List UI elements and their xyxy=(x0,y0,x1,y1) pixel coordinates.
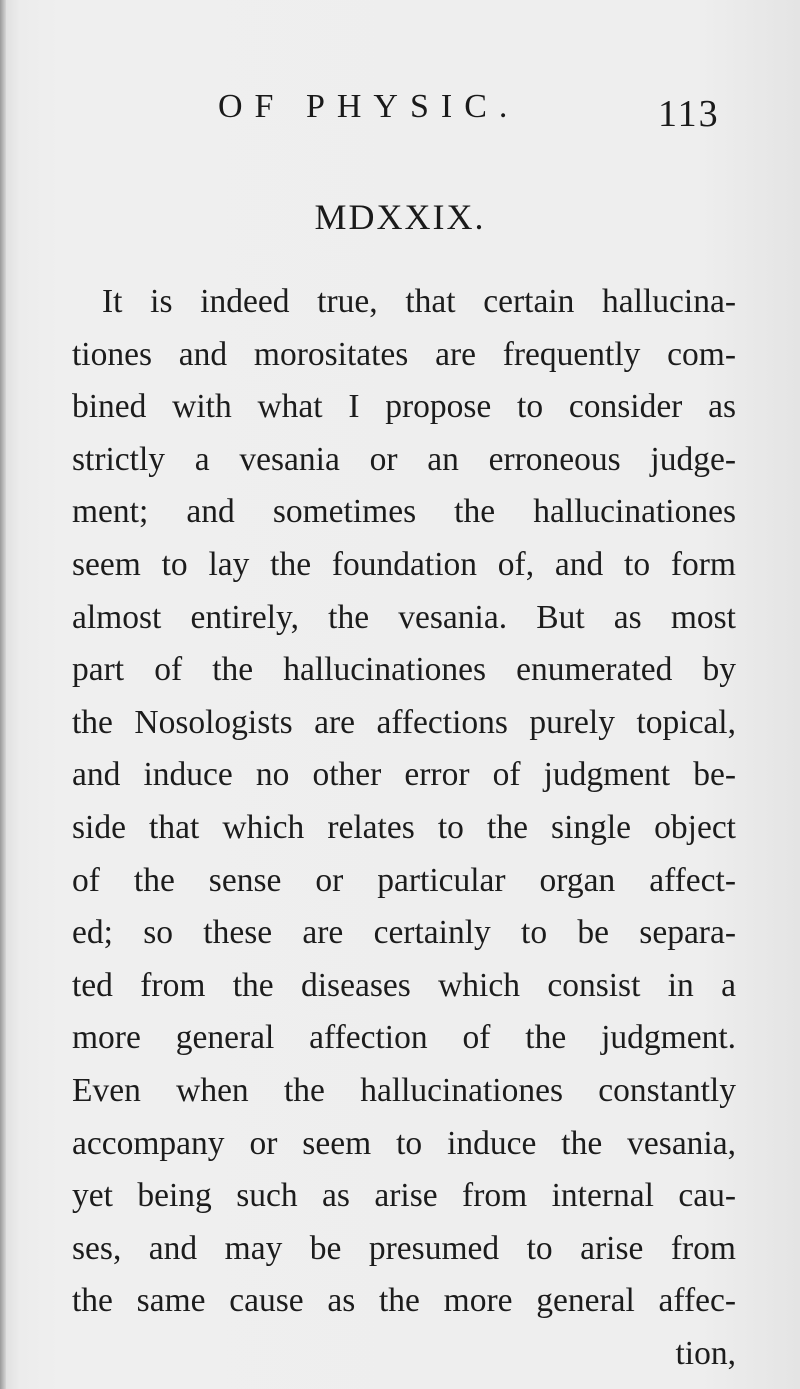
catchword: tion, xyxy=(675,1334,736,1372)
text-line: the same cause as the more general affec- xyxy=(72,1282,736,1320)
text-line: tiones and morositates are frequently com- xyxy=(72,335,736,373)
text-line: seem to lay the foundation of, and to form xyxy=(72,545,736,583)
text-line: and induce no other error of judgment be- xyxy=(72,756,736,794)
text-line: ed; so these are certainly to be separa- xyxy=(72,914,736,952)
text-line: side that which relates to the single object xyxy=(72,808,736,846)
text-line: more general affection of the judgment. xyxy=(72,1019,736,1057)
text-line: bined with what I propose to consider as xyxy=(72,388,736,426)
text-line: ses, and may be presumed to arise from xyxy=(72,1229,736,1267)
text-line: part of the hallucinationes enumerated by xyxy=(72,651,736,689)
page-number: 113 xyxy=(658,93,720,135)
running-head: OF PHYSIC. xyxy=(218,88,520,125)
text-line: almost entirely, the vesania. But as most xyxy=(72,598,736,636)
text-line: the Nosologists are affections purely topical, xyxy=(72,703,736,741)
text-line: Even when the hallucinationes constantly xyxy=(72,1071,736,1109)
text-line: ment; and sometimes the hallucinationes xyxy=(72,493,736,531)
text-line: ted from the diseases which consist in a xyxy=(72,966,736,1004)
body-paragraph xyxy=(72,276,736,1380)
section-number: MDXXIX. xyxy=(314,197,486,237)
text-line: accompany or seem to induce the vesania, xyxy=(72,1124,736,1162)
text-line: It is indeed true, that certain hallucina- xyxy=(102,283,736,320)
text-line: strictly a vesania or an erroneous judge- xyxy=(72,440,736,478)
text-line: of the sense or particular organ affect- xyxy=(72,861,736,899)
text-line: yet being such as arise from internal cau- xyxy=(72,1177,736,1215)
